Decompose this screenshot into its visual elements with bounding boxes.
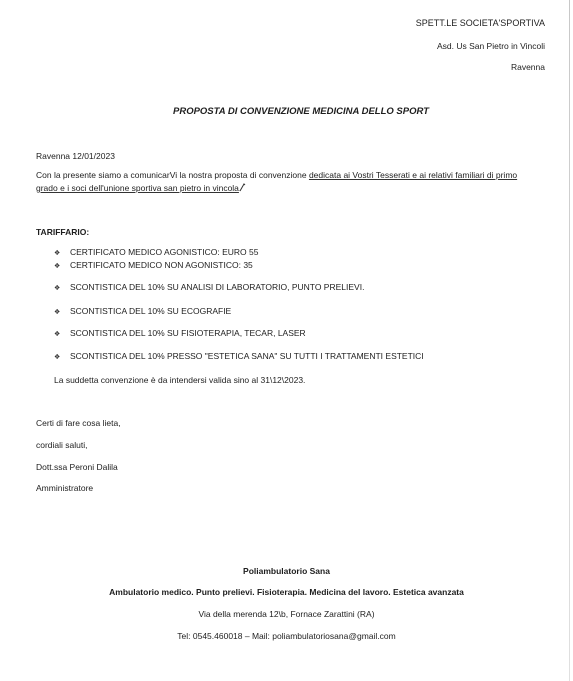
closing-line-1: Certi di fare cosa lieta, bbox=[36, 418, 121, 428]
footer-contacts: Tel: 0545.460018 – Mail: poliambulatoriosana@gmail.com bbox=[177, 631, 396, 641]
list-item bbox=[54, 260, 253, 270]
bullet-icon: ❖ bbox=[54, 331, 61, 338]
bullet-icon: ❖ bbox=[54, 309, 61, 316]
recipient-line-1: SPETT.LE SOCIETA'SPORTIVA bbox=[415, 18, 545, 28]
closing-line-2: cordiali saluti, bbox=[36, 440, 88, 450]
bullet-icon: ❖ bbox=[54, 250, 61, 257]
recipient-line-2: Asd. Us San Pietro in Vincoli bbox=[436, 41, 545, 51]
list-item bbox=[54, 328, 306, 338]
date-line: Ravenna 12/01/2023 bbox=[36, 151, 115, 161]
bullet-icon: ❖ bbox=[54, 285, 61, 292]
footer-address: Via della merenda 12\b, Fornace Zarattini (RA) bbox=[198, 609, 375, 619]
scan-edge-divider bbox=[569, 0, 570, 681]
intro-line-2 bbox=[36, 183, 241, 193]
bullet-icon: ❖ bbox=[54, 263, 61, 270]
intro-text-start: Con la presente siamo a comunicarVi la nostra proposta di convenzione bbox=[36, 170, 309, 180]
footer-services: Ambulatorio medico. Punto prelievi. Fisioterapia. Medicina del lavoro. Estetica avanzata bbox=[109, 587, 464, 597]
intro-text-underlined-2: grado e i soci dell'unione sportiva san pietro in vincola bbox=[36, 183, 239, 193]
list-item bbox=[54, 247, 258, 257]
list-item-text: SCONTISTICA DEL 10% SU ANALISI DI LABORATORIO, PUNTO PRELIEVI. bbox=[70, 282, 365, 292]
intro-text-end: . bbox=[238, 183, 242, 193]
bullet-icon: ❖ bbox=[54, 354, 61, 361]
list-item-text: CERTIFICATO MEDICO AGONISTICO: EURO 55 bbox=[70, 247, 259, 257]
footer-company: Poliambulatorio Sana bbox=[243, 566, 330, 576]
list-item bbox=[54, 306, 231, 316]
tariffario-heading: TARIFFARIO: bbox=[36, 227, 90, 237]
recipient-line-3: Ravenna bbox=[510, 62, 545, 72]
list-item-text: SCONTISTICA DEL 10% SU ECOGRAFIE bbox=[70, 306, 232, 316]
validity-note: La suddetta convenzione è da intendersi valida sino al 31\12\2023. bbox=[54, 375, 306, 385]
intro-text-underlined: dedicata ai Vostri Tesserati e ai relativi familiari di primo bbox=[308, 170, 518, 180]
document-title: PROPOSTA DI CONVENZIONE MEDICINA DELLO SPORT bbox=[173, 106, 429, 117]
handwritten-mark-icon bbox=[239, 182, 246, 192]
list-item bbox=[54, 351, 424, 361]
list-item-text: SCONTISTICA DEL 10% SU FISIOTERAPIA, TECAR, LASER bbox=[70, 328, 306, 338]
intro-line-1 bbox=[36, 170, 517, 180]
list-item-text: SCONTISTICA DEL 10% PRESSO "ESTETICA SANA" SU TUTTI I TRATTAMENTI ESTETICI bbox=[70, 351, 424, 361]
signer-role: Amministratore bbox=[36, 483, 94, 493]
signer-name: Dott.ssa Peroni Dalila bbox=[36, 462, 118, 472]
list-item bbox=[54, 282, 364, 292]
list-item-text: CERTIFICATO MEDICO NON AGONISTICO: 35 bbox=[70, 260, 253, 270]
